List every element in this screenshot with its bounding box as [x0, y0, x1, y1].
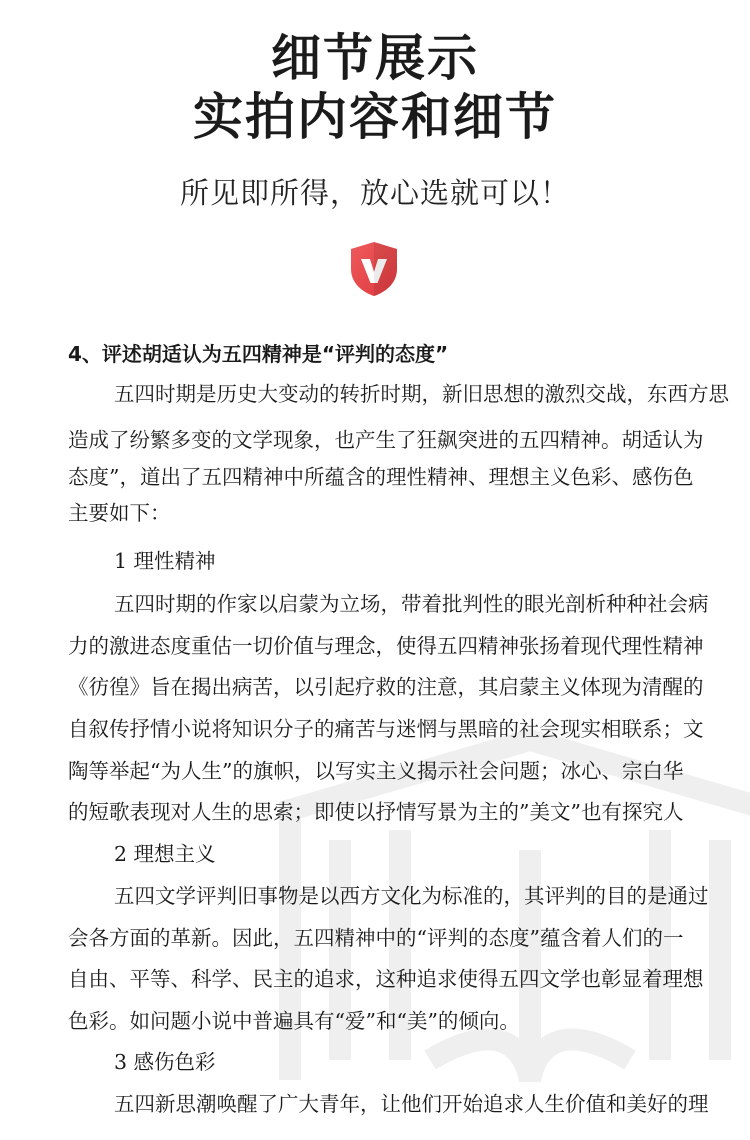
section-heading: 3 感伤色彩: [114, 1050, 216, 1074]
section-heading: 2 理想主义: [114, 842, 216, 866]
document-line: 五四新思潮唤醒了广大青年，让他们开始追求人生价值和美好的理: [114, 1092, 709, 1116]
shield-v-icon: [349, 241, 399, 297]
section-heading: 1 理性精神: [114, 549, 216, 573]
document-line: 五四文学评判旧事物是以西方文化为标准的，其评判的目的是通过: [114, 884, 709, 908]
title-line-2: 实拍内容和细节: [193, 88, 557, 146]
document-line: 态度”，道出了五四精神中所蕴含的理性精神、理想主义色彩、感伤色: [68, 465, 694, 489]
document-line: 造成了纷繁多变的文学现象，也产生了狂飙突进的五四精神。胡适认为: [68, 428, 704, 452]
document-line: 五四时期的作家以启蒙为立场，带着批判性的眼光剖析种种社会病: [114, 592, 709, 616]
document-line: 自由、平等、科学、民主的追求，这种追求使得五四文学也彰显着理想: [68, 967, 704, 991]
document-line: 陶等举起“为人生”的旗帜，以写实主义揭示社会问题；冰心、宗白华: [68, 759, 684, 783]
document-line: 《彷徨》旨在揭出病苦，以引起疗救的注意，其启蒙主义体现为清醒的: [68, 675, 704, 699]
document-line: 主要如下：: [68, 501, 171, 525]
document-line: 的短歌表现对人生的思索；即使以抒情写景为主的”美文”也有探究人: [68, 800, 684, 824]
document-line: 会各方面的革新。因此，五四精神中的“评判的态度”蕴含着人们的一: [68, 926, 684, 950]
document-line: 五四时期是历史大变动的转折时期，新旧思想的激烈交战，东西方思: [114, 382, 729, 406]
tagline: 所见即所得，放心选就可以！: [179, 176, 570, 210]
document-line: 自叙传抒情小说将知识分子的痛苦与迷惘与黑暗的社会现实相联系；文: [68, 717, 704, 741]
title-line-1: 细节展示: [271, 29, 479, 87]
document-line: 色彩。如问题小说中普遍具有“爱”和“美”的倾向。: [68, 1009, 520, 1033]
document-heading: 4、评述胡适认为五四精神是“评判的态度”: [68, 342, 449, 366]
document-line: 力的激进态度重估一切价值与理念，使得五四精神张扬着现代理性精神: [68, 634, 704, 658]
